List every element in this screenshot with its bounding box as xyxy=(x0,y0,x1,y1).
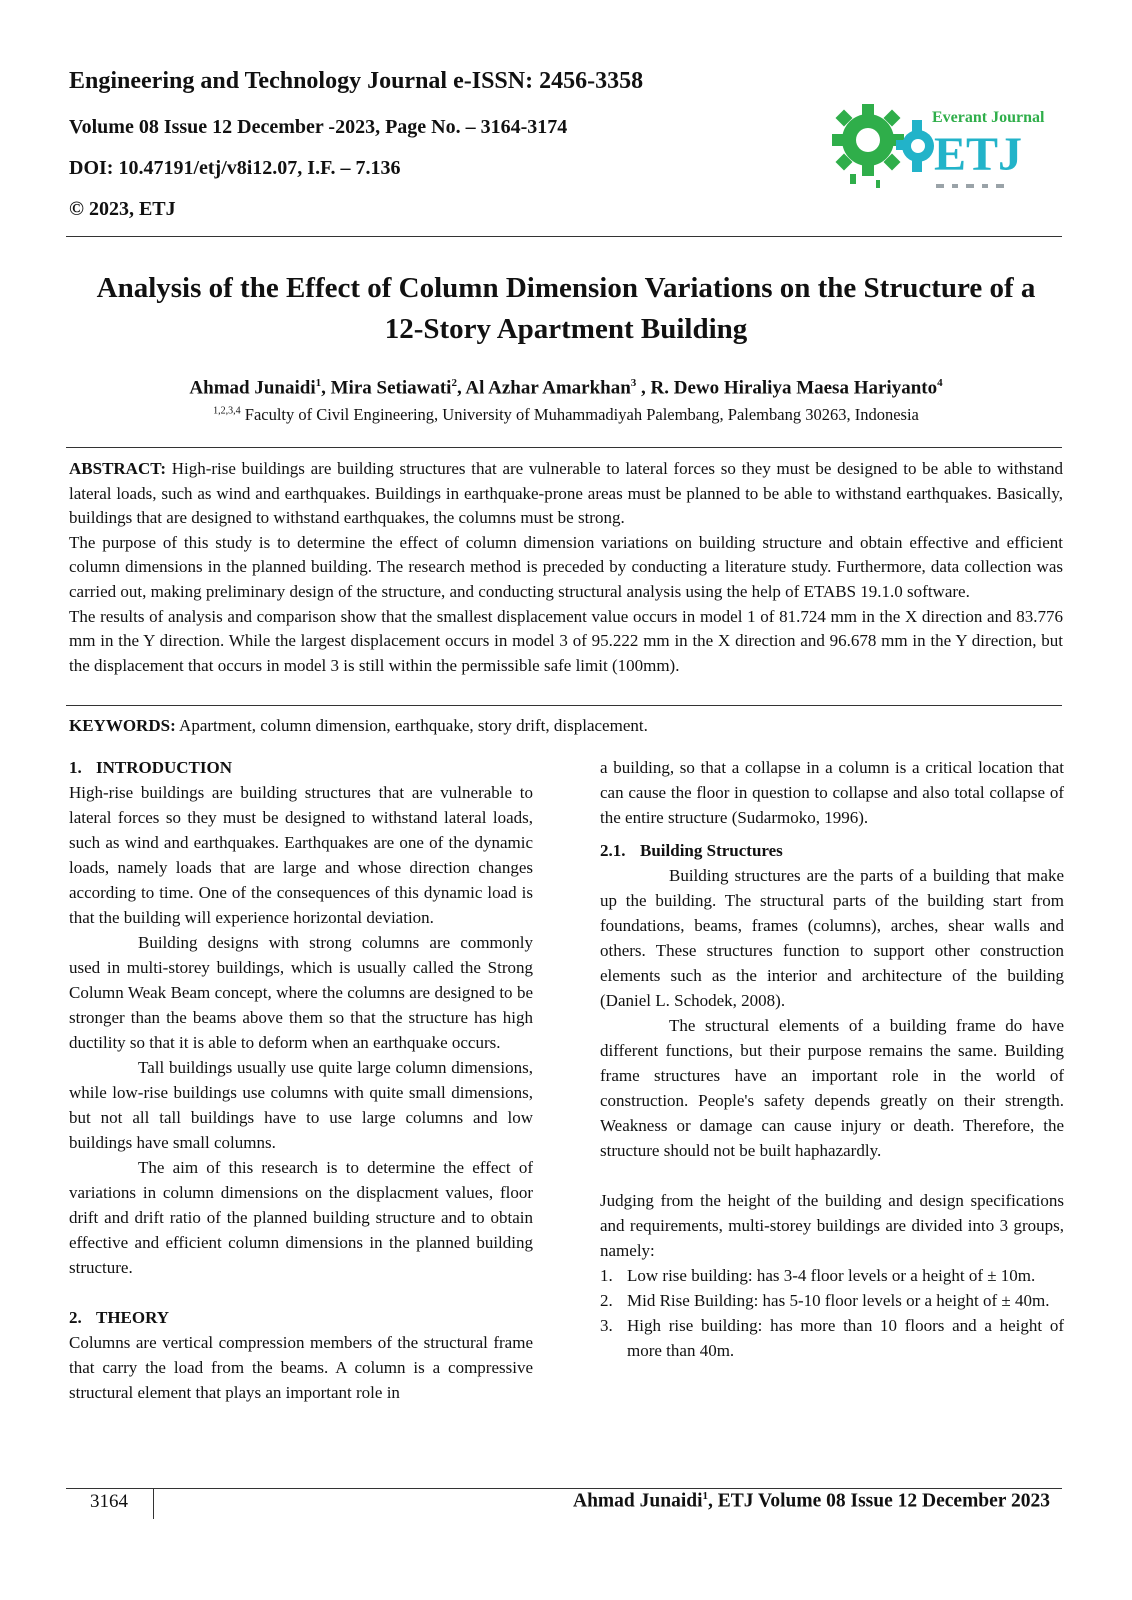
doi-info: DOI: 10.47191/etj/v8i12.07, I.F. – 7.136 xyxy=(69,157,401,179)
header-rule xyxy=(66,236,1062,237)
list-number: 1. xyxy=(600,1266,613,1285)
abstract-paragraph: The purpose of this study is to determine the effect of column dimension variations on building structure and obtain effective and efficient column dimensions in the planned building. The research method is preceded by conducting a literature study. Furthermore, data collection was carried out, making preliminary design of the structure, and conducting structural analysis using the help of ETABS 19.1.0 software. xyxy=(69,532,1063,601)
section-title: INTRODUCTION xyxy=(96,758,233,777)
left-column xyxy=(69,755,533,1405)
section-number: 1. xyxy=(69,758,82,777)
journal-name: Engineering and Technology Journal e-ISSN: 2456-3358 xyxy=(69,68,644,94)
author-separator: , xyxy=(321,377,331,399)
spacer xyxy=(600,1163,1064,1188)
footer-author: Ahmad Junaidi xyxy=(573,1490,703,1512)
abstract-paragraph xyxy=(69,457,1063,531)
building-groups-list xyxy=(600,1263,1064,1363)
list-number: 3. xyxy=(600,1316,613,1335)
logo-text-main: ETJ xyxy=(934,128,1023,181)
author-name: Mira Setiawati xyxy=(330,377,452,399)
author-sup: 3 xyxy=(630,377,637,389)
title-line-1: Analysis of the Effect of Column Dimension Variations on the Structure of a xyxy=(96,272,1036,304)
spacer xyxy=(600,830,1064,838)
author-name: R. Dewo Hiraliya Maesa Hariyanto xyxy=(650,377,938,399)
author-separator: , xyxy=(456,377,466,399)
volume-info: Volume 08 Issue 12 December -2023, Page No. – 3164-3174 xyxy=(69,116,568,138)
footer-rule xyxy=(66,1488,1062,1489)
list-item xyxy=(600,1288,1064,1313)
keywords xyxy=(69,716,648,736)
copyright: © 2023, ETJ xyxy=(69,198,176,220)
body-paragraph: Judging from the height of the building and design specifications and requirements, multi-storey buildings are divided into 3 groups, namely: xyxy=(600,1191,1064,1260)
section-number: 2. xyxy=(69,1308,82,1327)
abstract-paragraph: The results of analysis and comparison show that the smallest displacement value occurs in model 1 of 81.724 mm in the X direction and 83.776 mm in the Y direction. While the largest displacement occurs in model 3 of 95.222 mm in the X direction and 96.678 mm in the Y direction, but the displacement that occurs in model 3 is still within the permissible safe limit (100mm). xyxy=(69,606,1063,675)
list-item xyxy=(600,1313,1064,1363)
footer-citation xyxy=(573,1490,1050,1513)
section-heading xyxy=(69,1305,533,1330)
abstract-label: ABSTRACT: xyxy=(69,459,166,478)
title-line-2: 12-Story Apartment Building xyxy=(384,313,748,345)
list-text: High rise building: has more than 10 floors and a height of more than 40m. xyxy=(627,1316,1064,1360)
body-paragraph: Building designs with strong columns are commonly used in multi-storey buildings, which is usually called the Strong Column Weak Beam concept, where the columns are designed to be stronger than the beams above them so that the structure has high ductility so that it is able to deform when an earthquake occurs. xyxy=(69,933,533,1052)
affiliation-sup: 1,2,3,4 xyxy=(213,405,241,417)
body-paragraph: Columns are vertical compression members of the structural frame that carry the load from the beams. A column is a compressive structural element that plays an important role in xyxy=(69,1333,533,1402)
author-name: Ahmad Junaidi xyxy=(189,377,316,399)
keywords-label: KEYWORDS: xyxy=(69,716,176,735)
footer-journal-info: , ETJ Volume 08 Issue 12 December 2023 xyxy=(708,1490,1050,1512)
section-title: THEORY xyxy=(96,1308,170,1327)
section-heading xyxy=(69,755,533,780)
author-sup: 4 xyxy=(937,377,943,389)
body-paragraph: High-rise buildings are building structures that are vulnerable to lateral forces so they must be designed to withstand lateral loads, such as wind and earthquakes. Earthquakes are one of the dynamic loads, namely loads that are large and whose direction changes according to time. One of the consequences of this dynamic load is that the building will experience horizontal deviation. xyxy=(69,783,533,927)
author-name: Al Azhar Amarkhan xyxy=(465,377,631,399)
page-number: 3164 xyxy=(90,1491,128,1512)
abstract-top-rule xyxy=(66,447,1062,448)
affiliation xyxy=(60,405,1072,425)
etj-logo xyxy=(826,90,1046,202)
paper-title xyxy=(60,268,1072,350)
logo-text-top: Everant Journal xyxy=(932,109,1045,126)
body-paragraph: The aim of this research is to determine the effect of variations in column dimensions on the displacment values, floor drift and drift ratio of the planned building structure and to obtain effective and efficient column dimensions in the planned building structure. xyxy=(69,1158,533,1277)
author-separator: , xyxy=(636,377,651,399)
author-sup: 2 xyxy=(451,377,457,389)
body-paragraph: The structural elements of a building frame do have different functions, but their purpose remains the same. Building frame structures have an important role in the world of construction. People's safety depends greatly on their strength. Weakness or damage can cause injury or death. Therefore, the structure should not be built haphazardly. xyxy=(600,1016,1064,1160)
body-paragraph: Building structures are the parts of a building that make up the building. The structural parts of the building start from foundations, beams, frames (columns), arches, shear walls and others. These structures function to support other construction elements such as the interior and architecture of the building (Daniel L. Schodek, 2008). xyxy=(600,866,1064,1010)
subsection-heading xyxy=(600,838,1064,863)
list-number: 2. xyxy=(600,1291,613,1310)
footer-divider xyxy=(153,1489,154,1519)
abstract-bottom-rule xyxy=(66,705,1062,706)
abstract-text: High-rise buildings are building structures that are vulnerable to lateral forces so they must be designed to be able to withstand lateral loads, such as wind and earthquakes. Buildings in earthquake-prone areas must be planned to be able to withstand earthquakes. Basically, buildings that are designed to withstand earthquakes, the columns must be strong. xyxy=(69,459,1063,528)
list-item xyxy=(600,1263,1064,1288)
spacer xyxy=(69,1280,533,1305)
subsection-title: Building Structures xyxy=(640,841,783,860)
affiliation-text: Faculty of Civil Engineering, University of Muhammadiyah Palembang, Palembang 30263, Indonesia xyxy=(240,405,919,424)
footer-author-sup: 1 xyxy=(702,1490,709,1502)
author-list xyxy=(60,377,1072,399)
list-text: Mid Rise Building: has 5-10 floor levels or a height of ± 40m. xyxy=(627,1291,1050,1310)
right-column xyxy=(600,755,1064,1363)
subsection-number: 2.1. xyxy=(600,841,626,860)
author-sup: 1 xyxy=(315,377,322,389)
abstract xyxy=(69,457,1063,678)
body-paragraph: Tall buildings usually use quite large column dimensions, while low-rise buildings use columns with quite small dimensions, but not all tall buildings have to use large columns and low buildings have small columns. xyxy=(69,1058,533,1152)
keywords-text: Apartment, column dimension, earthquake, story drift, displacement. xyxy=(175,716,648,735)
body-paragraph: a building, so that a collapse in a column is a critical location that can cause the floor in question to collapse and also total collapse of the entire structure (Sudarmoko, 1996). xyxy=(600,758,1064,827)
list-text: Low rise building: has 3-4 floor levels or a height of ± 10m. xyxy=(627,1266,1036,1285)
